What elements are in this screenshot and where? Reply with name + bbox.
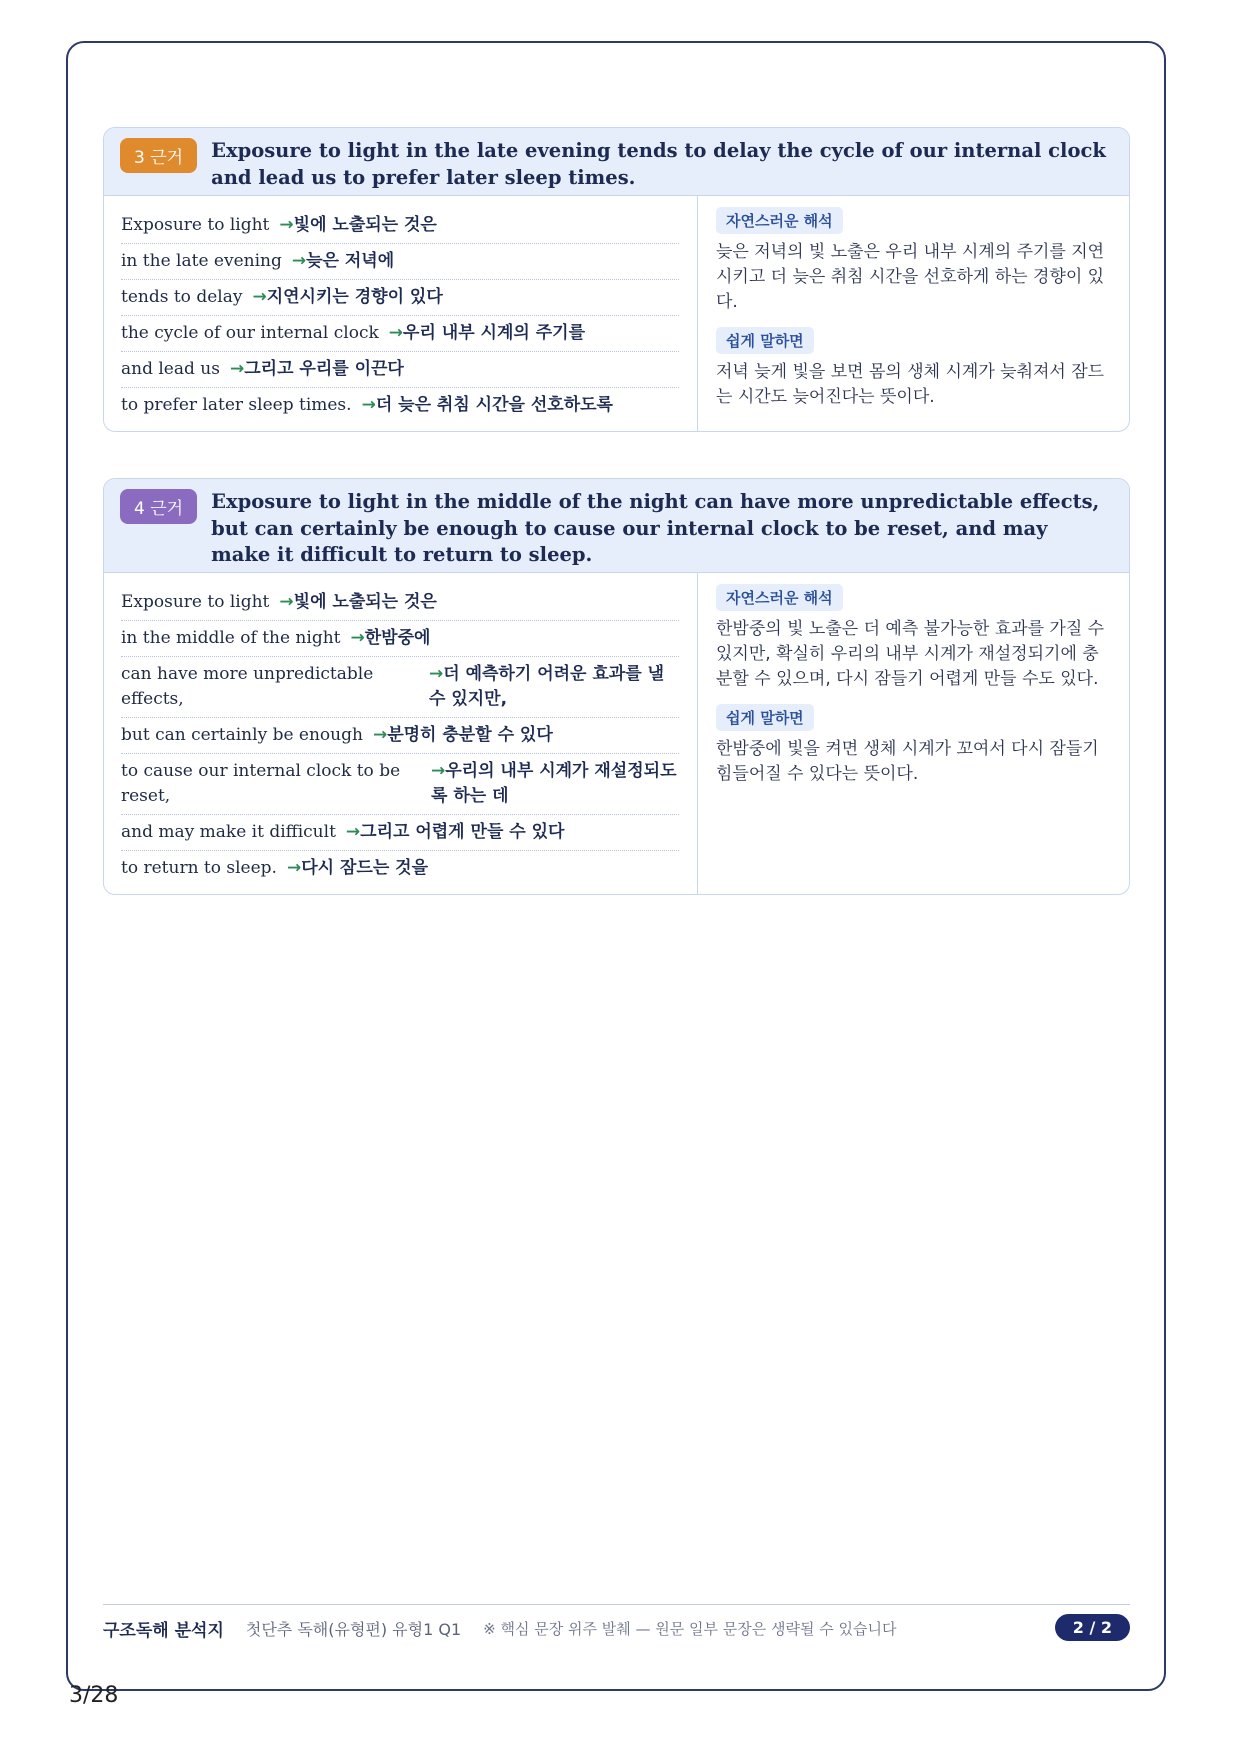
english-chunk: the cycle of our internal clock (121, 323, 379, 343)
target-sentence: Exposure to light in the middle of the night can have more unpredictable effects, but can certainly be enough to cause our internal clock to be reset, and may make it difficult to return to sleep. (211, 490, 1100, 566)
english-chunk: in the middle of the night (121, 628, 341, 648)
chunk-row (121, 718, 679, 754)
english-chunk: Exposure to light (121, 215, 270, 235)
korean-gloss: →다시 잠드는 것을 (286, 858, 429, 878)
easy-explanation-label: 쉽게 말하면 (716, 704, 814, 731)
analysis-card-3 (103, 127, 1130, 432)
korean-gloss: →더 예측하기 어려운 효과를 낼 수 있지만, (429, 664, 664, 709)
chunk-row (121, 208, 679, 244)
chunk-row (121, 388, 679, 423)
chunk-row (121, 621, 679, 657)
english-chunk: to prefer later sleep times. (121, 395, 352, 415)
korean-gloss: →늦은 저녁에 (291, 251, 395, 271)
target-sentence: Exposure to light in the late evening tends to delay the cycle of our internal clock and lead us to prefer later sleep times. (211, 139, 1106, 189)
page-footer (103, 1612, 1130, 1644)
footer-subtitle: 첫단추 독해(유형편) 유형1 Q1 (245, 1619, 462, 1639)
chunk-row (121, 754, 679, 815)
english-chunk: and may make it difficult (121, 822, 336, 842)
easy-explanation-text: 저녁 늦게 빛을 보면 몸의 생체 시계가 늦춰져서 잠드는 시간도 늦어진다는 뜻이다. (716, 362, 1105, 407)
korean-gloss: →한밤중에 (350, 628, 431, 648)
interpretation-panel (698, 573, 1129, 894)
korean-gloss: →분명히 충분할 수 있다 (372, 725, 553, 745)
footer-title: 구조독해 분석지 (103, 1620, 224, 1641)
section-badge: 3 근거 (120, 138, 197, 173)
footer-divider (103, 1604, 1130, 1605)
english-chunk: to cause our internal clock to be reset, (121, 761, 401, 806)
chunk-row (121, 657, 679, 718)
interpretation-panel (698, 196, 1129, 431)
english-chunk: in the late evening (121, 251, 282, 271)
korean-gloss: →더 늦은 취침 시간을 선호하도록 (361, 395, 613, 415)
card-header (104, 479, 1129, 573)
easy-explanation-label: 쉽게 말하면 (716, 327, 814, 354)
chunk-row (121, 352, 679, 388)
natural-translation-text: 한밤중의 빛 노출은 더 예측 불가능한 효과를 가질 수 있지만, 확실히 우리의 내부 시계가 재설정되기에 충분할 수 있으며, 다시 잠들기 어렵게 만들 수도 있다. (716, 619, 1105, 689)
natural-translation-text: 늦은 저녁의 빛 노출은 우리 내부 시계의 주기를 지연시키고 더 늦은 취침 시간을 선호하게 하는 경향이 있다. (716, 242, 1105, 312)
viewer-page-count: 3/28 (69, 1683, 119, 1708)
card-header (104, 128, 1129, 196)
footer-note: ※ 핵심 문장 위주 발췌 — 원문 일부 문장은 생략될 수 있습니다 (483, 1619, 897, 1638)
chunk-row (121, 316, 679, 352)
chunk-list (104, 573, 698, 894)
natural-translation-label: 자연스러운 해석 (716, 584, 843, 611)
chunk-row (121, 585, 679, 621)
chunk-list (104, 196, 698, 431)
korean-gloss: →그리고 우리를 이끈다 (229, 359, 404, 379)
korean-gloss: →지연시키는 경향이 있다 (252, 287, 443, 307)
korean-gloss: →우리의 내부 시계가 재설정되도록 하는 데 (431, 761, 677, 806)
english-chunk: tends to delay (121, 287, 243, 307)
english-chunk: and lead us (121, 359, 220, 379)
easy-explanation-text: 한밤중에 빛을 켜면 생체 시계가 꼬여서 다시 잠들기 힘들어질 수 있다는 뜻이다. (716, 739, 1099, 784)
card-body (104, 196, 1129, 431)
chunk-row (121, 244, 679, 280)
chunk-row (121, 815, 679, 851)
korean-gloss: →우리 내부 시계의 주기를 (388, 323, 586, 343)
english-chunk: can have more unpredictable effects, (121, 664, 374, 709)
korean-gloss: →빛에 노출되는 것은 (279, 592, 437, 612)
korean-gloss: →그리고 어렵게 만들 수 있다 (345, 822, 565, 842)
english-chunk: to return to sleep. (121, 858, 277, 878)
english-chunk: Exposure to light (121, 592, 270, 612)
analysis-card-4 (103, 478, 1130, 895)
chunk-row (121, 851, 679, 886)
card-body (104, 573, 1129, 894)
section-badge: 4 근거 (120, 489, 197, 524)
english-chunk: but can certainly be enough (121, 725, 363, 745)
natural-translation-label: 자연스러운 해석 (716, 207, 843, 234)
page-number-badge: 2 / 2 (1055, 1614, 1130, 1641)
chunk-row (121, 280, 679, 316)
korean-gloss: →빛에 노출되는 것은 (279, 215, 437, 235)
